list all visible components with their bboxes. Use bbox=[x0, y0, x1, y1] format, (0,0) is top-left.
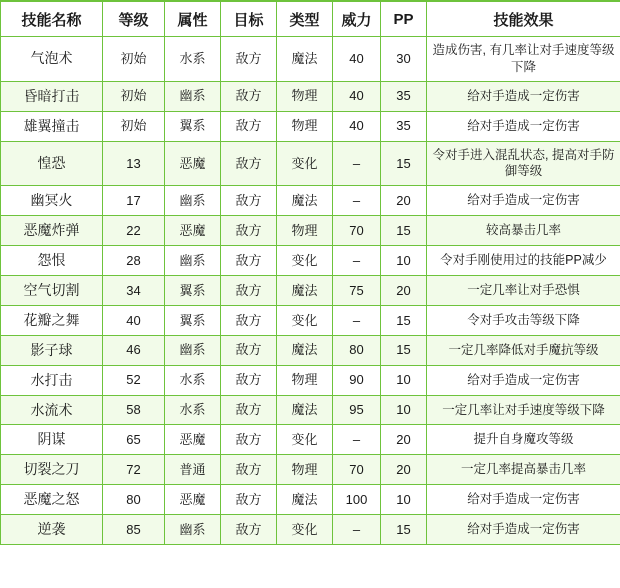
cell-pp: 15 bbox=[381, 141, 427, 186]
column-header-level: 等级 bbox=[103, 1, 165, 37]
cell-effect: 给对手造成一定伤害 bbox=[427, 365, 620, 395]
cell-level: 17 bbox=[103, 186, 165, 216]
cell-attribute: 幽系 bbox=[165, 81, 221, 111]
cell-target: 敌方 bbox=[221, 455, 277, 485]
cell-attribute: 幽系 bbox=[165, 515, 221, 545]
cell-effect: 造成伤害, 有几率让对手速度等级下降 bbox=[427, 37, 620, 82]
cell-skill-name: 雄翼撞击 bbox=[1, 111, 103, 141]
cell-effect: 一定几率降低对手魔抗等级 bbox=[427, 335, 620, 365]
cell-skill-name: 恶魔炸弹 bbox=[1, 216, 103, 246]
cell-skill-name: 怨恨 bbox=[1, 246, 103, 276]
cell-skill-name: 惶恐 bbox=[1, 141, 103, 186]
cell-attribute: 恶魔 bbox=[165, 141, 221, 186]
cell-power: 70 bbox=[333, 216, 381, 246]
cell-power: – bbox=[333, 425, 381, 455]
cell-skill-name: 阴谋 bbox=[1, 425, 103, 455]
cell-target: 敌方 bbox=[221, 365, 277, 395]
table-row bbox=[1, 111, 620, 141]
cell-type: 物理 bbox=[277, 81, 333, 111]
cell-pp: 10 bbox=[381, 365, 427, 395]
cell-skill-name: 影子球 bbox=[1, 335, 103, 365]
cell-attribute: 水系 bbox=[165, 365, 221, 395]
cell-type: 魔法 bbox=[277, 37, 333, 82]
cell-skill-name: 空气切割 bbox=[1, 275, 103, 305]
cell-effect: 较高暴击几率 bbox=[427, 216, 620, 246]
cell-power: – bbox=[333, 186, 381, 216]
cell-attribute: 幽系 bbox=[165, 246, 221, 276]
cell-type: 物理 bbox=[277, 365, 333, 395]
cell-pp: 10 bbox=[381, 246, 427, 276]
cell-target: 敌方 bbox=[221, 216, 277, 246]
cell-power: – bbox=[333, 141, 381, 186]
cell-power: 95 bbox=[333, 395, 381, 425]
cell-level: 65 bbox=[103, 425, 165, 455]
table-row bbox=[1, 395, 620, 425]
cell-attribute: 恶魔 bbox=[165, 216, 221, 246]
cell-attribute: 翼系 bbox=[165, 111, 221, 141]
table-row bbox=[1, 141, 620, 186]
cell-pp: 35 bbox=[381, 81, 427, 111]
cell-skill-name: 水打击 bbox=[1, 365, 103, 395]
cell-power: 80 bbox=[333, 335, 381, 365]
table-row bbox=[1, 365, 620, 395]
table-header bbox=[1, 1, 620, 37]
column-header-power: 威力 bbox=[333, 1, 381, 37]
cell-pp: 30 bbox=[381, 37, 427, 82]
cell-level: 52 bbox=[103, 365, 165, 395]
cell-pp: 35 bbox=[381, 111, 427, 141]
cell-level: 72 bbox=[103, 455, 165, 485]
cell-pp: 20 bbox=[381, 455, 427, 485]
cell-target: 敌方 bbox=[221, 111, 277, 141]
cell-attribute: 恶魔 bbox=[165, 425, 221, 455]
cell-level: 80 bbox=[103, 485, 165, 515]
table-row bbox=[1, 246, 620, 276]
cell-effect: 给对手造成一定伤害 bbox=[427, 111, 620, 141]
cell-attribute: 水系 bbox=[165, 395, 221, 425]
cell-type: 变化 bbox=[277, 515, 333, 545]
table-row bbox=[1, 216, 620, 246]
cell-effect: 给对手造成一定伤害 bbox=[427, 515, 620, 545]
cell-power: 40 bbox=[333, 37, 381, 82]
cell-target: 敌方 bbox=[221, 395, 277, 425]
cell-level: 34 bbox=[103, 275, 165, 305]
column-header-attribute: 属性 bbox=[165, 1, 221, 37]
cell-power: – bbox=[333, 305, 381, 335]
cell-target: 敌方 bbox=[221, 515, 277, 545]
cell-pp: 20 bbox=[381, 186, 427, 216]
cell-target: 敌方 bbox=[221, 37, 277, 82]
cell-pp: 15 bbox=[381, 515, 427, 545]
cell-target: 敌方 bbox=[221, 425, 277, 455]
cell-type: 魔法 bbox=[277, 485, 333, 515]
table-row bbox=[1, 305, 620, 335]
cell-level: 初始 bbox=[103, 37, 165, 82]
cell-effect: 一定几率让对手速度等级下降 bbox=[427, 395, 620, 425]
column-header-pp: PP bbox=[381, 1, 427, 37]
cell-effect: 给对手造成一定伤害 bbox=[427, 485, 620, 515]
cell-pp: 20 bbox=[381, 275, 427, 305]
cell-attribute: 普通 bbox=[165, 455, 221, 485]
cell-level: 85 bbox=[103, 515, 165, 545]
cell-target: 敌方 bbox=[221, 186, 277, 216]
cell-effect: 令对手攻击等级下降 bbox=[427, 305, 620, 335]
cell-pp: 10 bbox=[381, 485, 427, 515]
cell-type: 魔法 bbox=[277, 275, 333, 305]
column-header-target: 目标 bbox=[221, 1, 277, 37]
cell-level: 28 bbox=[103, 246, 165, 276]
cell-level: 46 bbox=[103, 335, 165, 365]
cell-attribute: 翼系 bbox=[165, 275, 221, 305]
cell-skill-name: 幽冥火 bbox=[1, 186, 103, 216]
cell-type: 物理 bbox=[277, 455, 333, 485]
column-header-effect: 技能效果 bbox=[427, 1, 620, 37]
cell-target: 敌方 bbox=[221, 275, 277, 305]
cell-level: 13 bbox=[103, 141, 165, 186]
table-row bbox=[1, 455, 620, 485]
table-header-row bbox=[1, 1, 620, 37]
table-row bbox=[1, 485, 620, 515]
cell-skill-name: 花瓣之舞 bbox=[1, 305, 103, 335]
cell-effect: 一定几率让对手恐惧 bbox=[427, 275, 620, 305]
table-row bbox=[1, 186, 620, 216]
cell-skill-name: 水流术 bbox=[1, 395, 103, 425]
cell-type: 变化 bbox=[277, 141, 333, 186]
cell-level: 初始 bbox=[103, 111, 165, 141]
cell-pp: 10 bbox=[381, 395, 427, 425]
cell-skill-name: 气泡术 bbox=[1, 37, 103, 82]
cell-type: 变化 bbox=[277, 246, 333, 276]
cell-level: 40 bbox=[103, 305, 165, 335]
cell-level: 初始 bbox=[103, 81, 165, 111]
cell-type: 魔法 bbox=[277, 186, 333, 216]
cell-power: 100 bbox=[333, 485, 381, 515]
cell-target: 敌方 bbox=[221, 485, 277, 515]
cell-level: 58 bbox=[103, 395, 165, 425]
cell-pp: 20 bbox=[381, 425, 427, 455]
cell-attribute: 翼系 bbox=[165, 305, 221, 335]
cell-pp: 15 bbox=[381, 216, 427, 246]
cell-target: 敌方 bbox=[221, 141, 277, 186]
cell-effect: 给对手造成一定伤害 bbox=[427, 186, 620, 216]
table-row bbox=[1, 335, 620, 365]
cell-skill-name: 昏暗打击 bbox=[1, 81, 103, 111]
cell-type: 变化 bbox=[277, 425, 333, 455]
cell-skill-name: 切裂之刀 bbox=[1, 455, 103, 485]
cell-skill-name: 恶魔之怒 bbox=[1, 485, 103, 515]
cell-pp: 15 bbox=[381, 335, 427, 365]
column-header-name: 技能名称 bbox=[1, 1, 103, 37]
cell-attribute: 幽系 bbox=[165, 186, 221, 216]
cell-power: – bbox=[333, 515, 381, 545]
cell-level: 22 bbox=[103, 216, 165, 246]
cell-type: 魔法 bbox=[277, 395, 333, 425]
table-row bbox=[1, 275, 620, 305]
cell-type: 变化 bbox=[277, 305, 333, 335]
cell-skill-name: 逆袭 bbox=[1, 515, 103, 545]
cell-power: 70 bbox=[333, 455, 381, 485]
table-body bbox=[1, 37, 620, 545]
cell-power: 75 bbox=[333, 275, 381, 305]
cell-power: – bbox=[333, 246, 381, 276]
cell-type: 物理 bbox=[277, 111, 333, 141]
cell-target: 敌方 bbox=[221, 246, 277, 276]
table-row bbox=[1, 37, 620, 82]
cell-effect: 一定几率提高暴击几率 bbox=[427, 455, 620, 485]
table-row bbox=[1, 425, 620, 455]
cell-attribute: 幽系 bbox=[165, 335, 221, 365]
table-row bbox=[1, 515, 620, 545]
cell-type: 物理 bbox=[277, 216, 333, 246]
cell-power: 40 bbox=[333, 111, 381, 141]
cell-power: 90 bbox=[333, 365, 381, 395]
cell-effect: 令对手进入混乱状态, 提高对手防御等级 bbox=[427, 141, 620, 186]
table-row bbox=[1, 81, 620, 111]
cell-pp: 15 bbox=[381, 305, 427, 335]
cell-target: 敌方 bbox=[221, 305, 277, 335]
cell-attribute: 恶魔 bbox=[165, 485, 221, 515]
cell-effect: 提升自身魔攻等级 bbox=[427, 425, 620, 455]
column-header-type: 类型 bbox=[277, 1, 333, 37]
cell-power: 40 bbox=[333, 81, 381, 111]
cell-target: 敌方 bbox=[221, 81, 277, 111]
cell-effect: 令对手刚使用过的技能PP减少 bbox=[427, 246, 620, 276]
cell-type: 魔法 bbox=[277, 335, 333, 365]
cell-attribute: 水系 bbox=[165, 37, 221, 82]
cell-target: 敌方 bbox=[221, 335, 277, 365]
cell-effect: 给对手造成一定伤害 bbox=[427, 81, 620, 111]
